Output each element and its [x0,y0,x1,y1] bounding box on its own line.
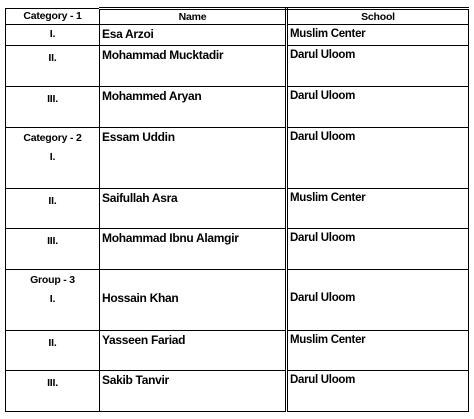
name-cell: Mohammad Mucktadir [100,46,287,87]
header-school: School [287,9,469,25]
rank-label: II. [48,336,57,349]
school-cell: Darul Uloom [287,127,469,188]
table-row [6,269,469,330]
school-cell: Darul Uloom [287,229,469,270]
header-row [6,9,469,25]
rank-cell [6,86,100,127]
table-row [6,86,469,127]
rank-cell [6,46,100,87]
school-cell: Darul Uloom [287,86,469,127]
name-cell: Esa Arzoi [100,25,287,46]
school-cell: Muslim Center [287,25,469,46]
rank-cell [6,371,100,412]
school-cell: Darul Uloom [287,46,469,87]
name-cell: Essam Uddin [100,127,287,188]
rank-cell [6,127,100,188]
name-cell: Saifullah Asra [100,188,287,229]
table-row [6,229,469,270]
table-row [6,127,469,188]
rank-cell [6,269,100,330]
name-cell: Mohammed Aryan [100,86,287,127]
name-cell: Yasseen Fariad [100,330,287,371]
group-label: Category - 2 [23,131,82,144]
rank-cell [6,229,100,270]
name-cell: Sakib Tanvir [100,371,287,412]
school-cell: Darul Uloom [287,269,469,330]
rank-label: I. [49,292,56,305]
results-table [5,7,469,412]
rank-label: II. [48,52,57,65]
name-cell: Mohammad Ibnu Alamgir [100,229,287,270]
school-cell: Muslim Center [287,330,469,371]
rank-label: I. [49,28,56,40]
rank-label: III. [47,235,58,248]
school-cell: Muslim Center [287,188,469,229]
rank-label: III. [47,377,58,390]
table-row [6,371,469,412]
rank-label: I. [49,150,56,163]
school-cell: Darul Uloom [287,371,469,412]
table-row [6,330,469,371]
header-name: Name [100,9,287,25]
table-row [6,46,469,87]
table-row [6,25,469,46]
rank-cell [6,330,100,371]
table-row [6,188,469,229]
group-label: Group - 3 [30,273,75,286]
name-cell: Hossain Khan [100,269,287,330]
header-category: Category - 1 [6,9,100,25]
rank-cell [6,25,100,46]
rank-label: III. [47,92,58,105]
rank-cell [6,188,100,229]
rank-label: II. [48,194,57,207]
